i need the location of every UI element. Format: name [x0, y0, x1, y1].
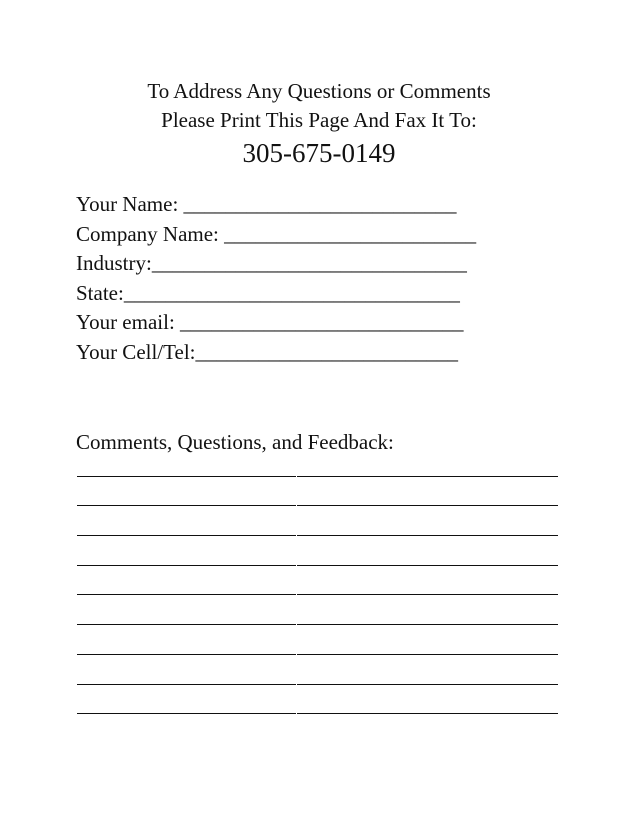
comment-line[interactable]: [77, 482, 558, 512]
comment-line[interactable]: [77, 600, 558, 630]
contact-fields: [76, 190, 576, 367]
company-name-field[interactable]: Company Name: ________________________: [76, 221, 477, 246]
comment-line-gap: [296, 683, 297, 685]
comment-line[interactable]: [77, 571, 558, 601]
comment-line[interactable]: [77, 541, 558, 571]
comments-label: Comments, Questions, and Feedback:: [76, 430, 394, 454]
comment-line-rule: [77, 476, 558, 477]
comment-line[interactable]: [77, 511, 558, 541]
comment-line-rule: [77, 713, 558, 714]
your-cell-tel-field[interactable]: Your Cell/Tel:_________________________: [76, 339, 458, 364]
comment-line-gap: [296, 564, 297, 566]
comment-line-gap: [296, 712, 297, 714]
comment-line-rule: [77, 505, 558, 506]
comment-line-rule: [77, 654, 558, 655]
page-header: [0, 77, 638, 170]
your-name-field[interactable]: Your Name: __________________________: [76, 192, 457, 216]
comment-lines: [77, 452, 558, 719]
industry-field[interactable]: Industry:______________________________: [76, 251, 467, 275]
comment-line-gap: [296, 475, 297, 477]
header-line-1: To Address Any Questions or Comments: [147, 79, 491, 103]
comment-line-gap: [296, 593, 297, 595]
comment-line-gap: [296, 623, 297, 625]
comment-line-rule: [77, 565, 558, 566]
fax-number: 305-675-0149: [242, 138, 396, 168]
your-email-field[interactable]: Your email: ___________________________: [76, 310, 464, 334]
comment-line[interactable]: [77, 660, 558, 690]
comment-line-rule: [77, 624, 558, 625]
header-line-2: Please Print This Page And Fax It To:: [161, 108, 477, 132]
comment-line[interactable]: [77, 690, 558, 720]
state-field[interactable]: State:________________________________: [76, 280, 460, 305]
comment-line-rule: [77, 684, 558, 685]
comment-line[interactable]: [77, 630, 558, 660]
comment-line-gap: [296, 504, 297, 506]
comment-line[interactable]: [77, 452, 558, 482]
comment-line-rule: [77, 535, 558, 536]
comment-line-rule: [77, 594, 558, 595]
comment-line-gap: [296, 653, 297, 655]
comment-line-gap: [296, 534, 297, 536]
